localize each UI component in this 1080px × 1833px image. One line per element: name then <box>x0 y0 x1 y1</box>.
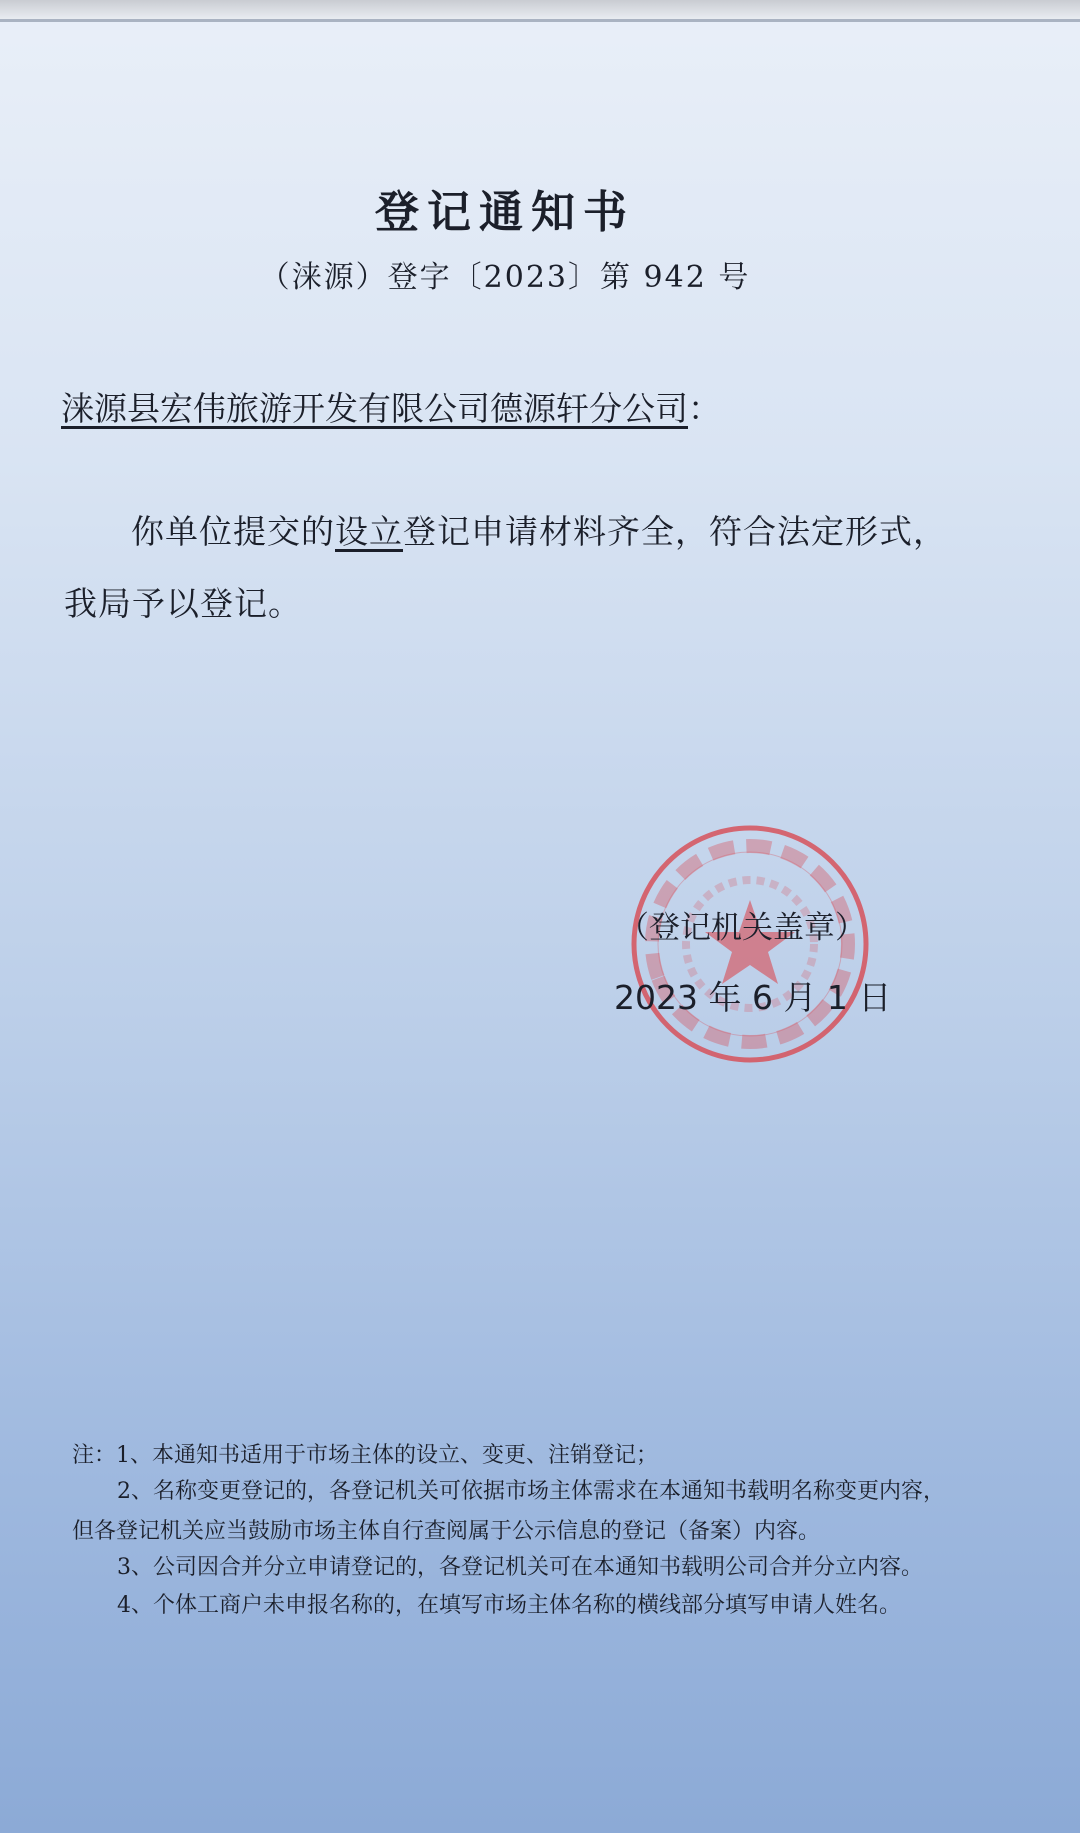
registration-type: 设立 <box>335 512 403 551</box>
note-2-continued: 但各登记机关应当鼓励市场主体自行查阅属于公示信息的登记（备案）内容。 <box>72 1519 821 1544</box>
note-3: 3、公司因合并分立申请登记的，各登记机关可在本通知书载明公司合并分立内容。 <box>117 1555 923 1580</box>
body-suffix: 登记申请材料齐全，符合法定形式， <box>403 512 947 551</box>
addressee <box>61 383 721 430</box>
issue-date: 2023 年 6 月 1 日 <box>614 978 892 1017</box>
note-2: 2、名称变更登记的，各登记机关可依据市场主体需求在本通知书载明名称变更内容， <box>117 1479 945 1504</box>
note-4: 4、个体工商户未申报名称的，在填写市场主体名称的横线部分填写申请人姓名。 <box>117 1593 901 1618</box>
body-prefix: 你单位提交的 <box>131 512 335 551</box>
document-number: （涞源）登字〔2023〕第 942 号 <box>259 260 751 295</box>
note-1: 注：1、本通知书适用于市场主体的设立、变更、注销登记； <box>72 1443 658 1468</box>
document-title: 登记通知书 <box>375 187 635 238</box>
addressee-name: 涞源县宏伟旅游开发有限公司德源轩分公司 <box>61 389 688 428</box>
paper-edge <box>0 0 1080 22</box>
addressee-colon: ： <box>688 389 721 428</box>
body-line-2: 我局予以登记。 <box>64 584 302 623</box>
seal-label: （登记机关盖章） <box>618 910 866 946</box>
body-line-1 <box>131 506 947 553</box>
